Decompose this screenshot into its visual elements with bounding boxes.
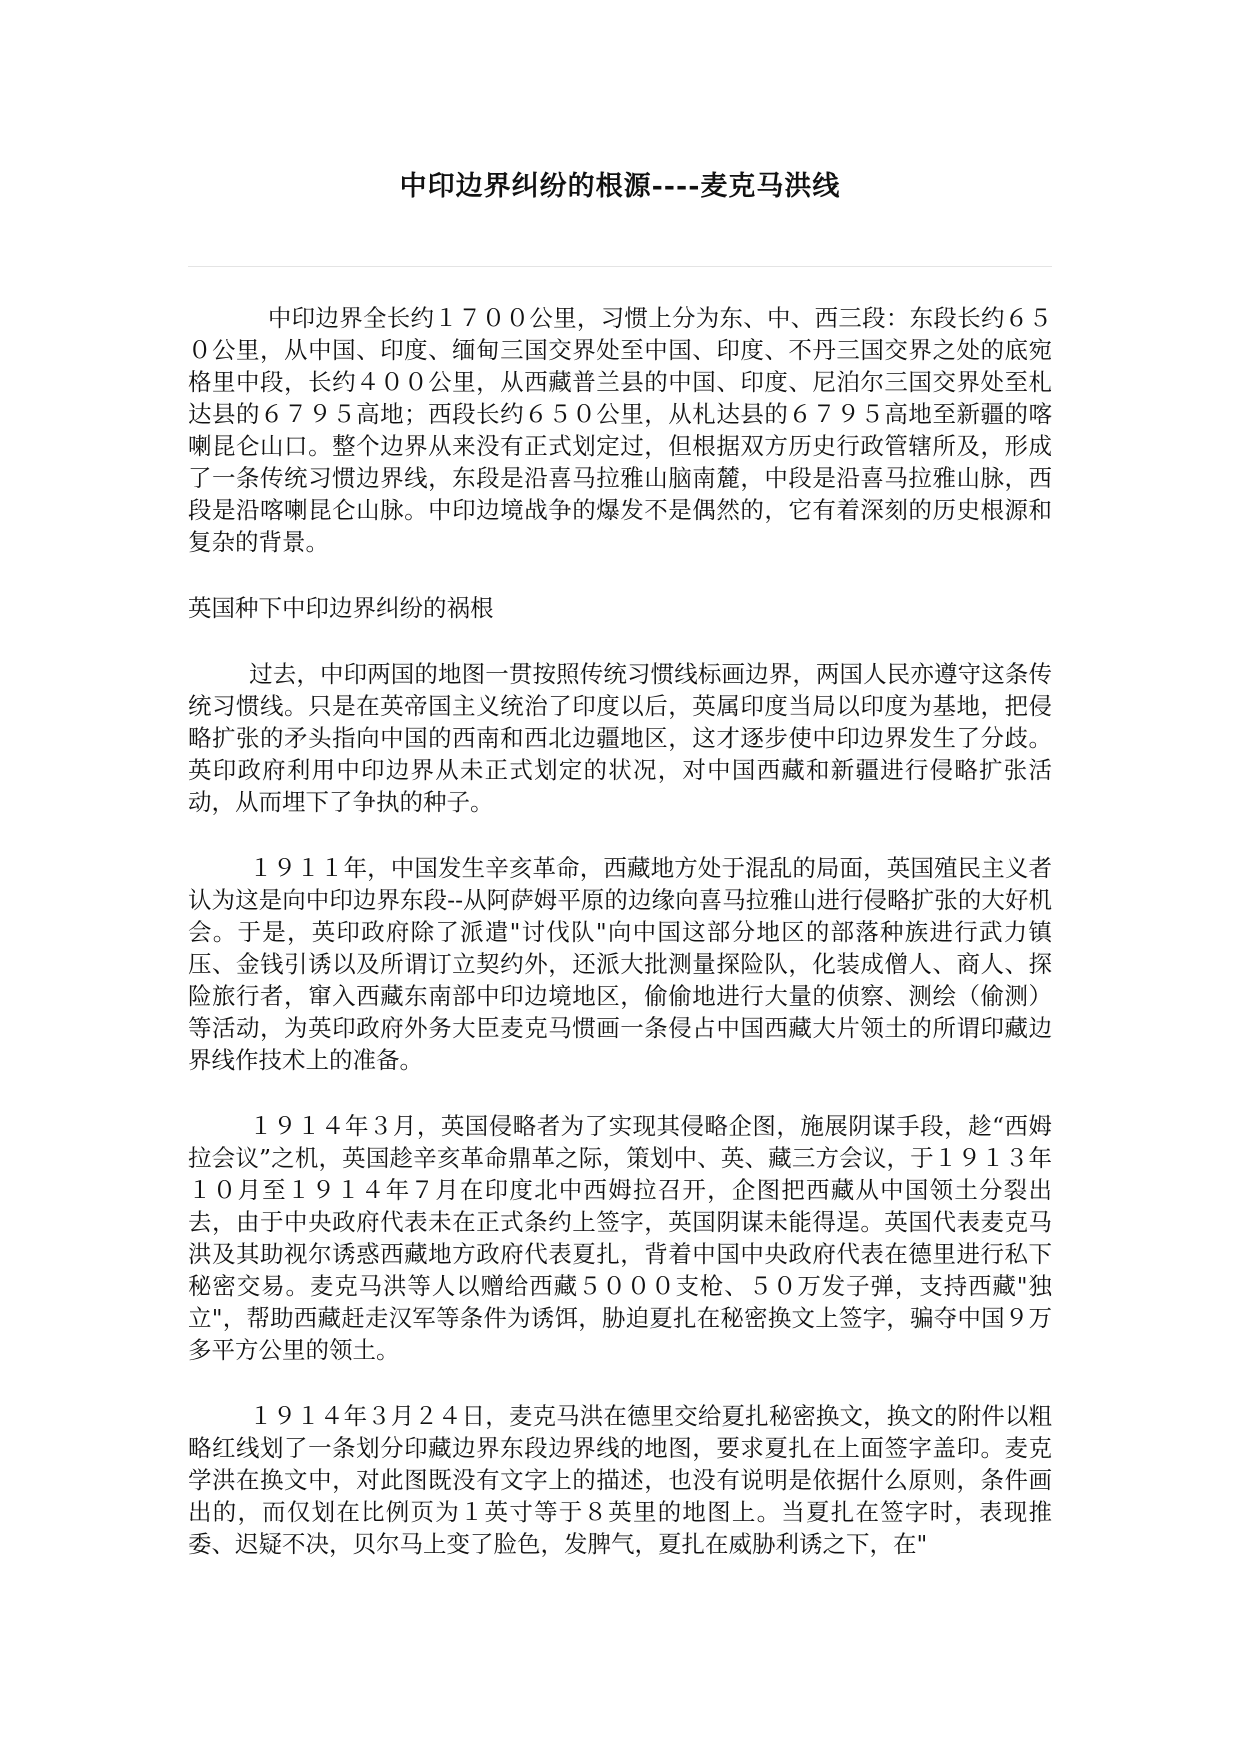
- body-paragraph: 过去，中印两国的地图一贯按照传统习惯线标画边界，两国人民亦遵守这条传统习惯线。只是在英帝国主义统治了印度以后，英属印度当局以印度为基地，把侵略扩张的矛头指向中国的西南和西北边疆地区，这才逐步使中印边界发生了分歧。英印政府利用中印边界从未正式划定的状况，对中国西藏和新疆进行侵略扩张活动，从而埋下了争执的种子。: [188, 660, 1052, 816]
- intro-paragraph: 中印边界全长约１７００公里，习惯上分为东、中、西三段：东段长约６５０公里，从中国、印度、缅甸三国交界处至中国、印度、不丹三国交界之处的底宛格里中段，长约４００公里，从西藏普兰县的中国、印度、尼泊尔三国交界处至札达县的６７９５高地；西段长约６５０公里，从札达县的６７９５高地至新疆的喀喇昆仑山口。整个边界从来没有正式划定过，但根据双方历史行政管辖所及，形成了一条传统习惯边界线，东段是沿喜马拉雅山脑南麓，中段是沿喜马拉雅山脉，西段是沿喀喇昆仑山脉。中印边境战争的爆发不是偶然的，它有着深刻的历史根源和复杂的背景。: [188, 304, 1052, 556]
- body-paragraph: １９１１年，中国发生辛亥革命，西藏地方处于混乱的局面，英国殖民主义者认为这是向中印边界东段--从阿萨姆平原的边缘向喜马拉雅山进行侵略扩张的大好机会。于是，英印政府除了派遣"讨伐队"向中国这部分地区的部落种族进行武力镇压、金钱引诱以及所谓订立契约外，还派大批测量探险队，化装成僧人、商人、探险旅行者，窜入西藏东南部中印边境地区，偷偷地进行大量的侦察、测绘（偷测）等活动，为英印政府外务大臣麦克马惯画一条侵占中国西藏大片领土的所谓印藏边界线作技术上的准备。: [188, 854, 1052, 1074]
- document-body: [188, 302, 1052, 1594]
- section-heading: 英国种下中印边界纠纷的祸根: [188, 594, 494, 622]
- title-divider: [188, 266, 1052, 267]
- document-title: 中印边界纠纷的根源----麦克马洪线: [399, 171, 841, 202]
- body-paragraph: １９１４年３月，英国侵略者为了实现其侵略企图，施展阴谋手段，趁“西姆拉会议”之机，英国趁辛亥革命鼎革之际，策划中、英、藏三方会议，于１９１３年１０月至１９１４年７月在印度北中西姆拉召开，企图把西藏从中国领土分裂出去，由于中央政府代表未在正式条约上签字，英国阴谋未能得逞。英国代表麦克马洪及其助视尔诱惑西藏地方政府代表夏扎，背着中国中央政府代表在德里进行私下秘密交易。麦克马洪等人以赠给西藏５０００支枪、５０万发子弹，支持西藏"独立"，帮助西藏赶走汉军等条件为诱饵，胁迫夏扎在秘密换文上签字，骗夺中国９万多平方公里的领土。: [188, 1112, 1052, 1364]
- body-paragraph: １９１４年３月２４日，麦克马洪在德里交给夏扎秘密换文，换文的附件以粗略红线划了一条划分印藏边界东段边界线的地图，要求夏扎在上面签字盖印。麦克学洪在换文中，对此图既没有文字上的描述，也没有说明是依据什么原则，条件画出的，而仅划在比例页为１英寸等于８英里的地图上。当夏扎在签字时，表现推委、迟疑不决，贝尔马上变了脸色，发脾气，夏扎在威胁利诱之下，在": [188, 1402, 1052, 1558]
